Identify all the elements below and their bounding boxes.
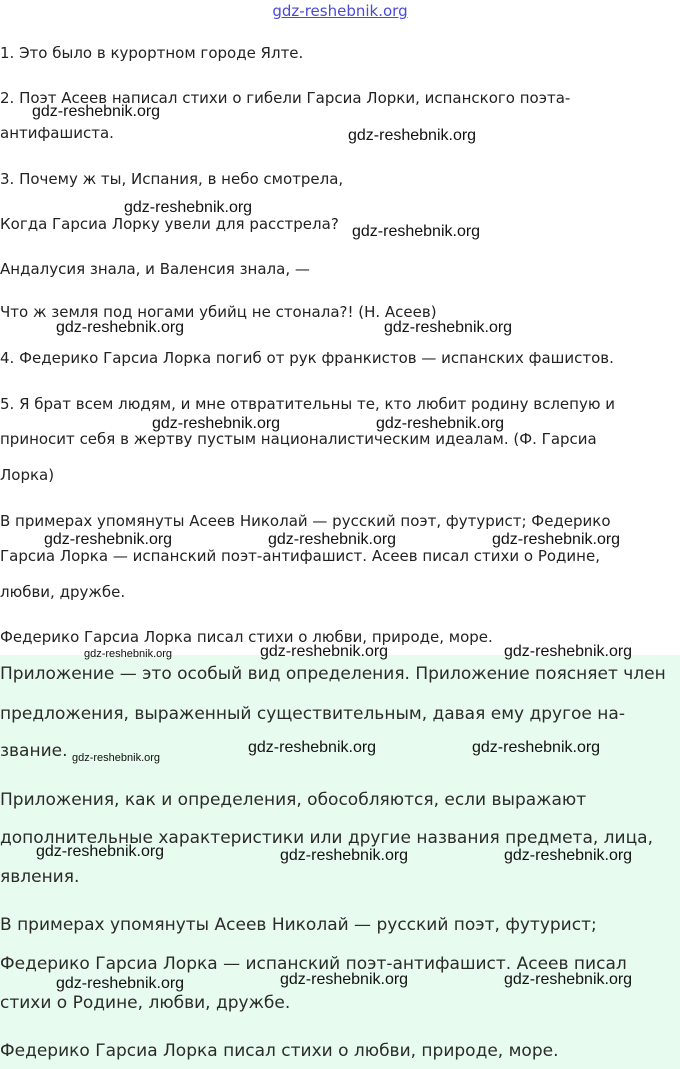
- site-watermark-header: gdz-reshebnik.org: [272, 2, 408, 20]
- text-line: приносит себя в жертву пустым националистическим идеалам. (Ф. Гарсиа: [0, 430, 597, 448]
- text-line: Что ж земля под ногами убийц не стонала?! (Н. Асеев): [0, 303, 437, 321]
- watermark: gdz-reshebnik.org: [504, 971, 633, 988]
- text-line: 3. Почему ж ты, Испания, в небо смотрела,: [0, 170, 344, 188]
- text-line: 5. Я брат всем людям, и мне отвратительны те, кто любит родину вслепую и: [0, 395, 615, 413]
- text-line: Андалусия знала, и Валенсия знала, —: [0, 260, 310, 278]
- text-line: Гарсиа Лорка — испанский поэт-антифашист. Асеев писал стихи о Родине,: [0, 547, 600, 565]
- text-line: Федерико Гарсиа Лорка писал стихи о любви, природе, море.: [0, 628, 493, 646]
- rule-line: звание.: [0, 741, 68, 761]
- rule-line: Федерико Гарсиа Лорка — испанский поэт-антифашист. Асеев писал: [0, 954, 627, 974]
- watermark: gdz-reshebnik.org: [268, 531, 397, 548]
- watermark: gdz-reshebnik.org: [348, 127, 477, 144]
- watermark: gdz-reshebnik.org: [280, 847, 409, 864]
- rule-line: В примерах упомянуты Асеев Николай — русский поэт, футурист;: [0, 915, 597, 935]
- text-line: 2. Поэт Асеев написал стихи о гибели Гарсиа Лорки, испанского поэта-: [0, 89, 571, 107]
- watermark: gdz-reshebnik.org: [56, 975, 185, 992]
- watermark: gdz-reshebnik.org: [72, 752, 161, 764]
- watermark: gdz-reshebnik.org: [280, 971, 409, 988]
- text-line: Лорка): [0, 466, 55, 484]
- rule-line: явления.: [0, 867, 80, 887]
- rule-line: Приложения, как и определения, обособляются, если выражают: [0, 790, 587, 810]
- watermark: gdz-reshebnik.org: [32, 103, 161, 120]
- rule-line: предложения, выраженный существительным, давая ему другое на-: [0, 704, 625, 724]
- watermark: gdz-reshebnik.org: [492, 531, 621, 548]
- rule-line: Федерико Гарсиа Лорка писал стихи о любви, природе, море.: [0, 1041, 559, 1061]
- watermark: gdz-reshebnik.org: [124, 199, 253, 216]
- watermark: gdz-reshebnik.org: [248, 739, 377, 756]
- watermark: gdz-reshebnik.org: [504, 643, 633, 660]
- text-line: Когда Гарсиа Лорку увели для расстрела?: [0, 215, 339, 233]
- watermark: gdz-reshebnik.org: [504, 847, 633, 864]
- rule-line: Приложение — это особый вид определения. Приложение поясняет член: [0, 664, 666, 684]
- watermark: gdz-reshebnik.org: [36, 843, 165, 860]
- watermark: gdz-reshebnik.org: [376, 415, 505, 432]
- text-line: 4. Федерико Гарсиа Лорка погиб от рук франкистов — испанских фашистов.: [0, 349, 614, 367]
- text-line: любви, дружбе.: [0, 583, 126, 601]
- watermark: gdz-reshebnik.org: [152, 415, 281, 432]
- text-line: 1. Это было в курортном городе Ялте.: [0, 44, 304, 62]
- watermark: gdz-reshebnik.org: [56, 319, 185, 336]
- text-line: В примерах упомянуты Асеев Николай — русский поэт, футурист; Федерико: [0, 512, 611, 530]
- watermark: gdz-reshebnik.org: [384, 319, 513, 336]
- watermark: gdz-reshebnik.org: [44, 531, 173, 548]
- rule-line: стихи о Родине, любви, дружбе.: [0, 993, 291, 1013]
- watermark: gdz-reshebnik.org: [472, 739, 601, 756]
- rule-line: дополнительные характеристики или другие названия предмета, лица,: [0, 828, 653, 848]
- watermark: gdz-reshebnik.org: [84, 648, 173, 660]
- watermark: gdz-reshebnik.org: [260, 643, 389, 660]
- text-line: антифашиста.: [0, 124, 114, 142]
- watermark: gdz-reshebnik.org: [352, 223, 481, 240]
